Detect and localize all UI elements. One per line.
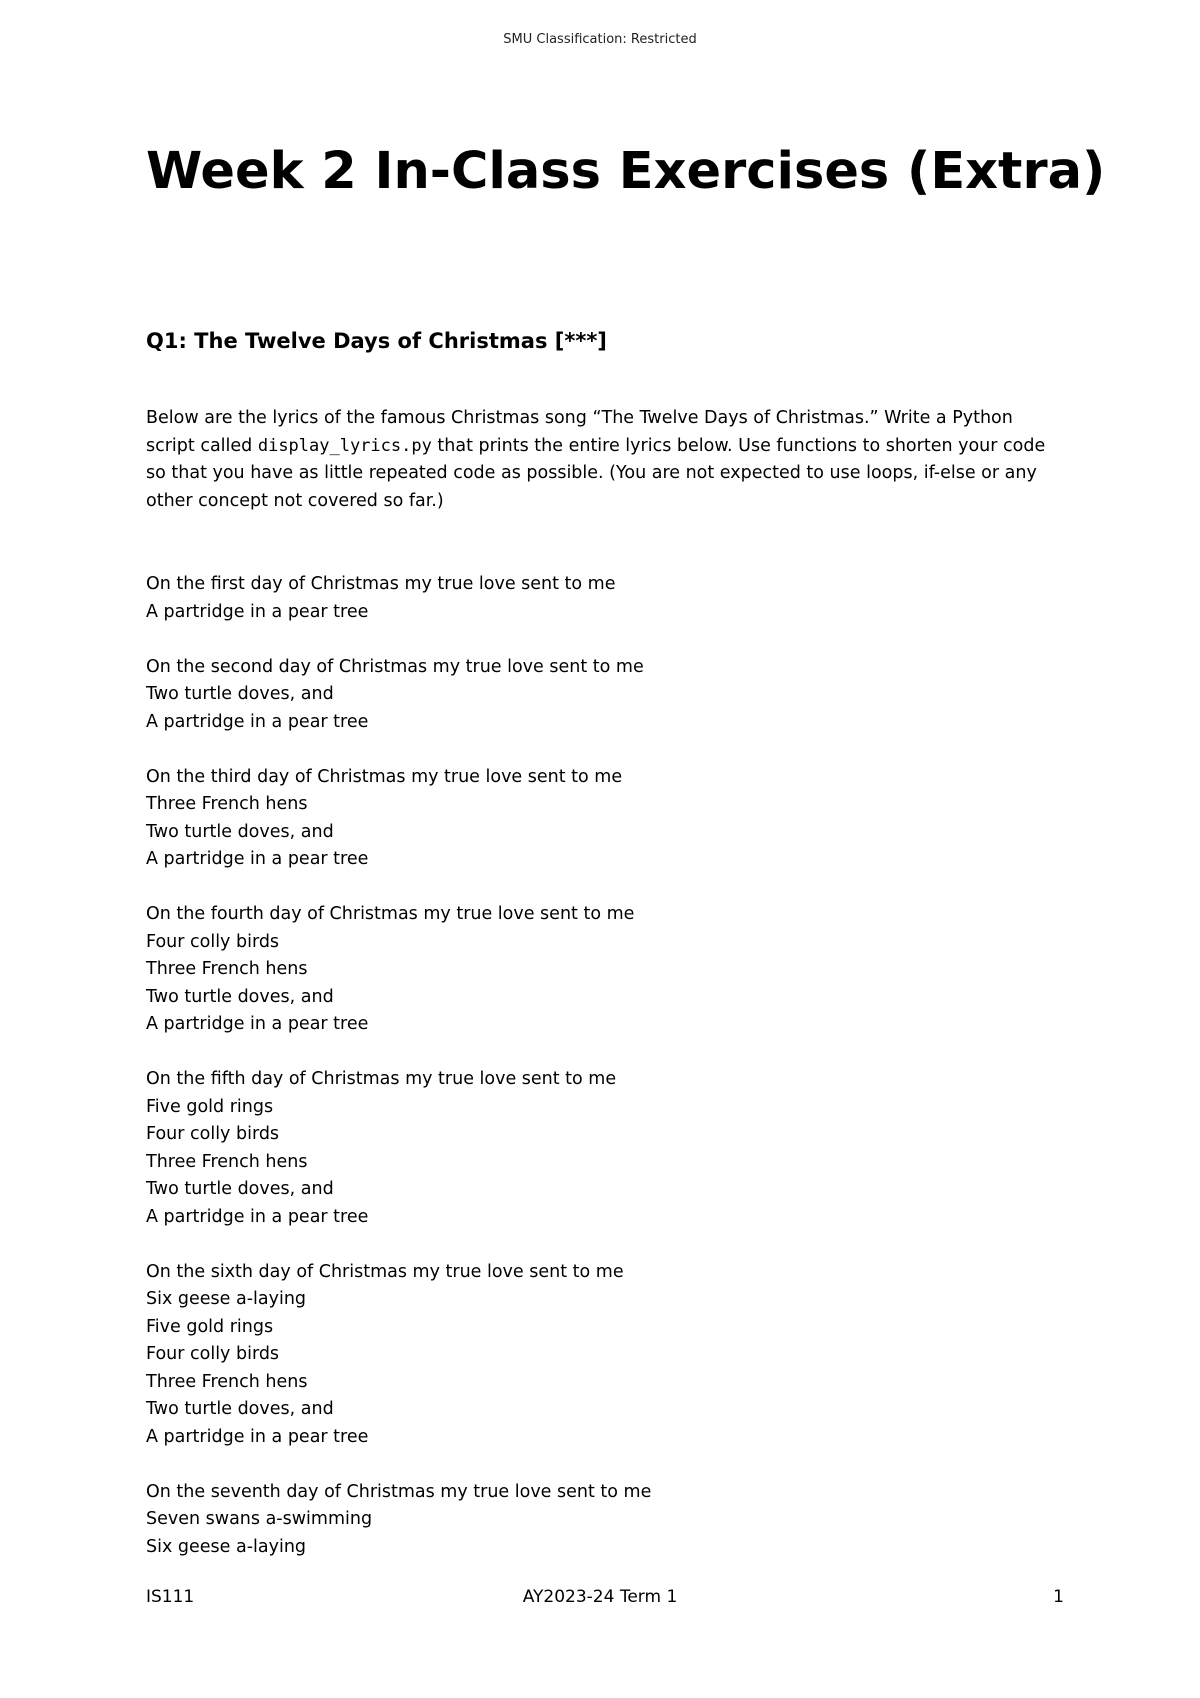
lyrics-verse: [146, 1066, 1046, 1231]
lyric-line: Two turtle doves, and: [146, 1179, 334, 1199]
lyrics-verse: [146, 1259, 1046, 1452]
lyric-line: Four colly birds: [146, 931, 280, 952]
lyrics-verse: [146, 901, 1046, 1039]
lyric-line: Six geese a-laying: [146, 1289, 307, 1309]
lyric-line: Two turtle doves, and: [146, 986, 334, 1007]
lyric-line: Three French hens: [146, 1151, 308, 1172]
lyrics-verse: [146, 1479, 1046, 1562]
lyric-line: Seven swans a-swimming: [146, 1509, 373, 1529]
lyric-line: A partridge in a pear tree: [146, 1206, 369, 1227]
lyric-line: Two turtle doves, and: [146, 1399, 334, 1419]
lyrics-verse: [146, 764, 1046, 874]
question-intro: [146, 405, 1066, 515]
lyric-line: Three French hens: [146, 794, 308, 814]
verse-intro-line: On the third day of Christmas my true love sent to me: [146, 766, 623, 787]
footer-term: AY2023-24 Term 1: [522, 1587, 678, 1607]
verse-intro-line: On the fifth day of Christmas my true love sent to me: [146, 1069, 617, 1089]
verse-intro-line: On the sixth day of Christmas my true love sent to me: [146, 1261, 624, 1282]
footer-course: IS111: [146, 1587, 195, 1607]
lyric-line: Two turtle doves, and: [146, 821, 334, 842]
lyric-line: Five gold rings: [146, 1096, 274, 1117]
intro-text-before: Below are the lyrics of the famous Christmas song “The Twelve Days of Christmas.” Write a Python script called: [146, 408, 1013, 456]
lyrics-verse: [146, 571, 1046, 626]
lyric-line: Five gold rings: [146, 1316, 274, 1337]
verse-intro-line: On the first day of Christmas my true love sent to me: [146, 574, 616, 594]
lyric-line: Two turtle doves, and: [146, 684, 334, 704]
classification-label: SMU Classification: Restricted: [503, 32, 697, 47]
lyric-line: A partridge in a pear tree: [146, 849, 369, 869]
script-filename: display_lyrics.py: [257, 435, 432, 456]
lyric-line: Four colly birds: [146, 1344, 280, 1364]
intro-text-after: that prints the entire lyrics below. Use functions to shorten your code so that you have as little repeated code as possible. (You are not expected to use loops, if-else or any other concept not covered so far.): [146, 435, 1046, 511]
lyric-line: A partridge in a pear tree: [146, 711, 369, 732]
lyrics-block: [146, 571, 1046, 1589]
lyric-line: A partridge in a pear tree: [146, 1426, 369, 1447]
lyric-line: Six geese a-laying: [146, 1536, 307, 1557]
question-heading: Q1: The Twelve Days of Christmas [***]: [146, 329, 607, 353]
footer-page-number: 1: [1053, 1587, 1064, 1607]
lyric-line: Four colly birds: [146, 1124, 280, 1144]
page-title: Week 2 In-Class Exercises (Extra): [146, 142, 1106, 201]
lyric-line: Three French hens: [146, 959, 308, 979]
lyric-line: Three French hens: [146, 1371, 308, 1392]
lyric-line: A partridge in a pear tree: [146, 1014, 369, 1034]
verse-intro-line: On the second day of Christmas my true love sent to me: [146, 656, 644, 677]
verse-intro-line: On the fourth day of Christmas my true love sent to me: [146, 904, 635, 924]
lyrics-verse: [146, 654, 1046, 737]
lyric-line: A partridge in a pear tree: [146, 601, 369, 622]
verse-intro-line: On the seventh day of Christmas my true love sent to me: [146, 1481, 652, 1502]
